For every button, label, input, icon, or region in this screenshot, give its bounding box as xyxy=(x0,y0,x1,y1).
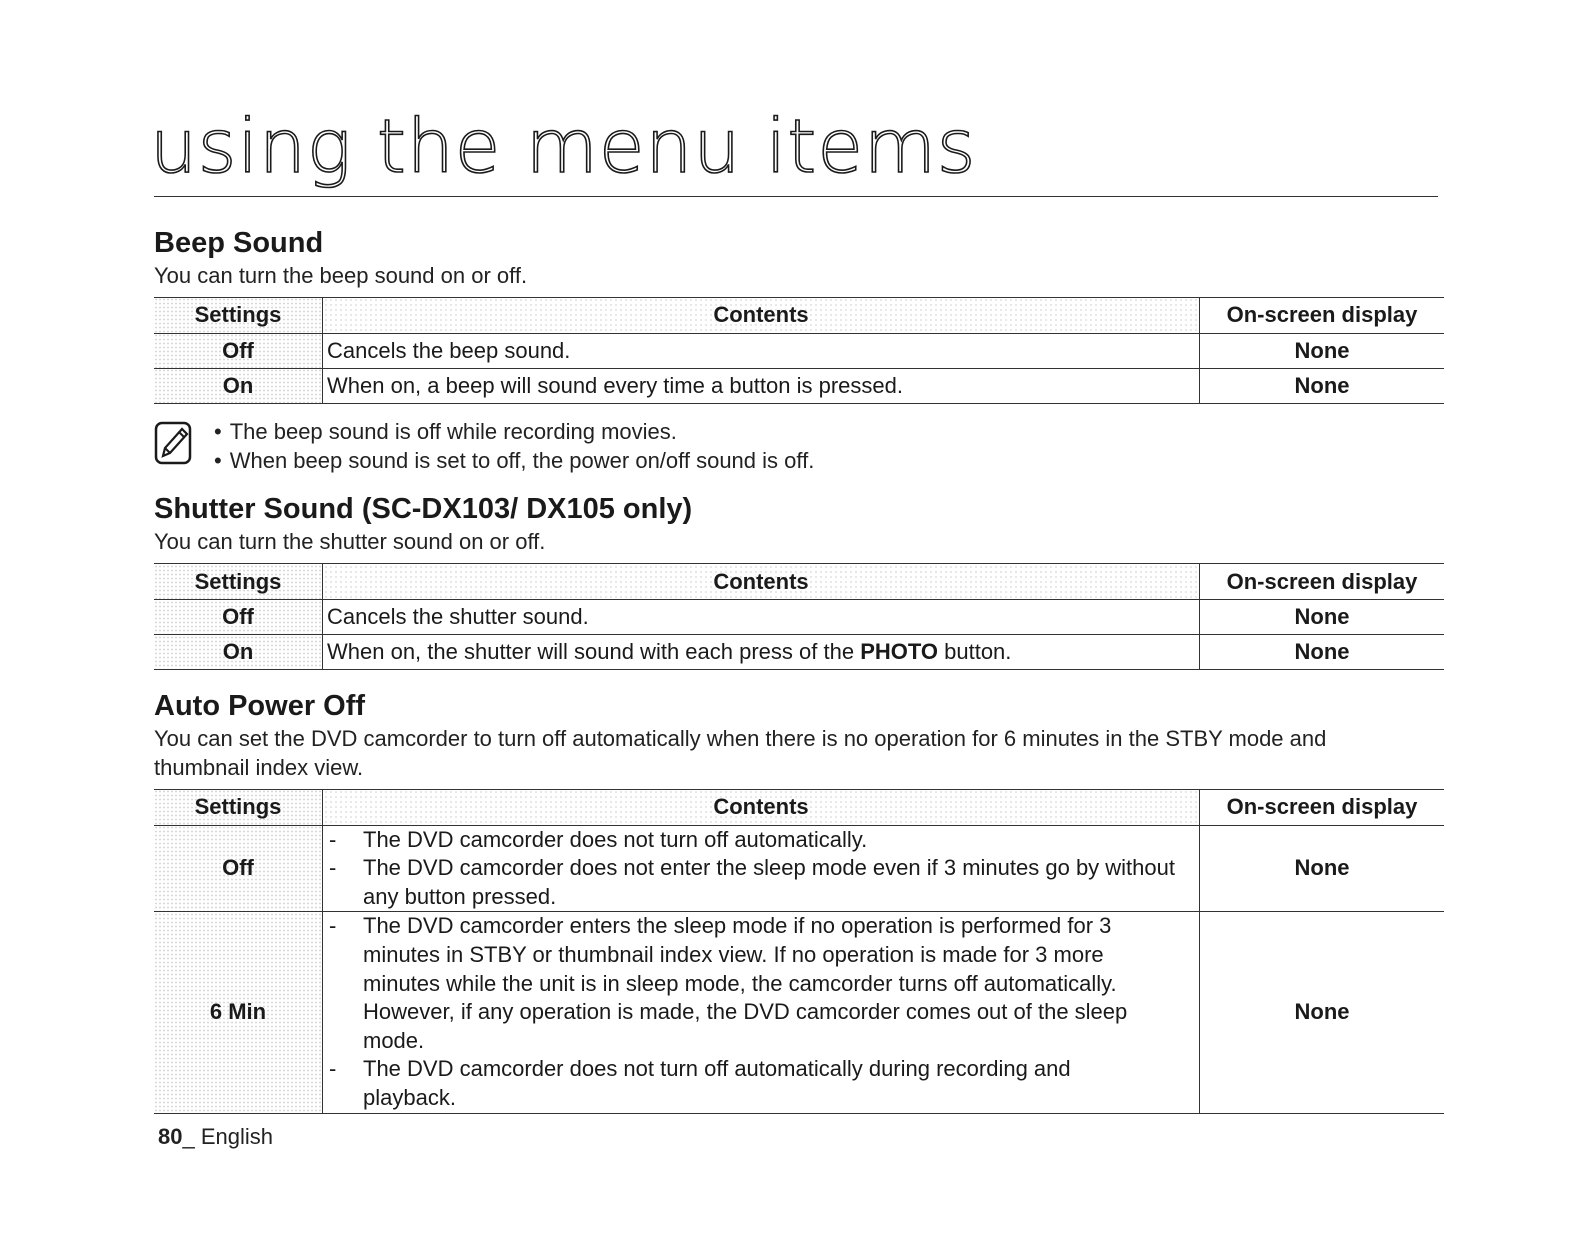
table-header-row xyxy=(154,789,1444,825)
setting-cell: Off xyxy=(154,333,323,368)
display-cell: None xyxy=(1294,855,1350,881)
display-cell: None xyxy=(1294,999,1350,1025)
contents-cell: Cancels the shutter sound. xyxy=(323,600,1200,635)
table-header-row xyxy=(154,564,1444,600)
header-settings: Settings xyxy=(154,789,323,825)
contents-text: When on, the shutter will sound with each press of the xyxy=(327,639,861,665)
contents-cell xyxy=(323,635,1200,670)
table-row xyxy=(154,912,1444,1113)
table-row xyxy=(154,825,1444,912)
page-number: 80 xyxy=(158,1124,183,1149)
note-list xyxy=(214,418,814,475)
contents-text: button. xyxy=(938,639,1012,665)
setting-cell: On xyxy=(154,368,323,403)
header-contents: Contents xyxy=(323,789,1200,825)
setting-cell: On xyxy=(154,635,323,670)
display-cell: None xyxy=(1294,639,1350,665)
auto-power-off-table xyxy=(154,789,1444,1114)
photo-button-name: PHOTO xyxy=(860,639,939,665)
setting-cell: Off xyxy=(154,600,323,635)
section-heading: Shutter Sound (SC-DX103/ DX105 only) xyxy=(154,493,693,526)
display-cell: None xyxy=(1294,604,1350,630)
section-intro: You can set the DVD camcorder to turn off automatically when there is no operation for 6 minutes in the STBY mode and thumbnail index view. xyxy=(154,726,1327,780)
header-display: On-screen display xyxy=(1226,302,1418,328)
list-item: - The DVD camcorder does not enter the sleep mode even if 3 minutes go by without any button pressed. xyxy=(327,854,1195,911)
list-item: - The DVD camcorder enters the sleep mode if no operation is performed for 3 minutes in STBY or thumbnail index view. If no operation is made for 3 more minutes while the unit is in sleep mode, the camcorder turns off automatically. However, if any operation is made, the DVD camcorder comes out of the sleep mode. xyxy=(327,912,1169,1055)
section-heading: Beep Sound xyxy=(154,227,324,259)
section-intro: You can turn the beep sound on or off. xyxy=(154,263,528,289)
contents-cell xyxy=(323,825,1200,912)
page-title-bar xyxy=(150,104,1438,197)
manual-page xyxy=(150,104,1444,1114)
section-auto-power-off xyxy=(154,690,1444,1113)
memo-pencil-icon xyxy=(154,420,194,466)
contents-cell xyxy=(323,912,1200,1113)
display-cell: None xyxy=(1294,337,1350,363)
table-row xyxy=(154,333,1444,368)
header-display: On-screen display xyxy=(1226,794,1418,820)
page-language: _ English xyxy=(182,1124,273,1149)
page-footer xyxy=(158,1124,273,1150)
header-settings: Settings xyxy=(154,297,323,333)
note-block xyxy=(154,418,1444,475)
table-row xyxy=(154,635,1444,670)
header-contents: Contents xyxy=(323,564,1200,600)
header-settings: Settings xyxy=(154,564,323,600)
section-intro: You can turn the shutter sound on or off. xyxy=(154,529,546,555)
table-header-row xyxy=(154,297,1444,333)
display-cell: None xyxy=(1294,372,1350,398)
note-item: • When beep sound is set to off, the power on/off sound is off. xyxy=(214,447,814,476)
page-title: using the menu items xyxy=(150,104,977,190)
list-item: - The DVD camcorder does not turn off automatically. xyxy=(327,826,1195,855)
setting-cell: Off xyxy=(154,825,323,912)
shutter-sound-table xyxy=(154,563,1444,670)
contents-cell: When on, a beep will sound every time a button is pressed. xyxy=(323,368,1200,403)
note-item: • The beep sound is off while recording movies. xyxy=(214,418,814,447)
contents-list xyxy=(327,826,1195,912)
section-heading: Auto Power Off xyxy=(154,690,366,723)
header-contents: Contents xyxy=(323,297,1200,333)
table-row xyxy=(154,368,1444,403)
setting-cell: 6 Min xyxy=(154,912,323,1113)
beep-sound-table xyxy=(154,297,1444,404)
section-shutter-sound xyxy=(154,493,1444,670)
table-row xyxy=(154,600,1444,635)
list-item: - The DVD camcorder does not turn off automatically during recording and playback. xyxy=(327,1055,1169,1112)
contents-cell: Cancels the beep sound. xyxy=(323,333,1200,368)
section-beep-sound xyxy=(154,227,1444,475)
contents-list xyxy=(327,912,1169,1112)
header-display: On-screen display xyxy=(1226,568,1418,594)
